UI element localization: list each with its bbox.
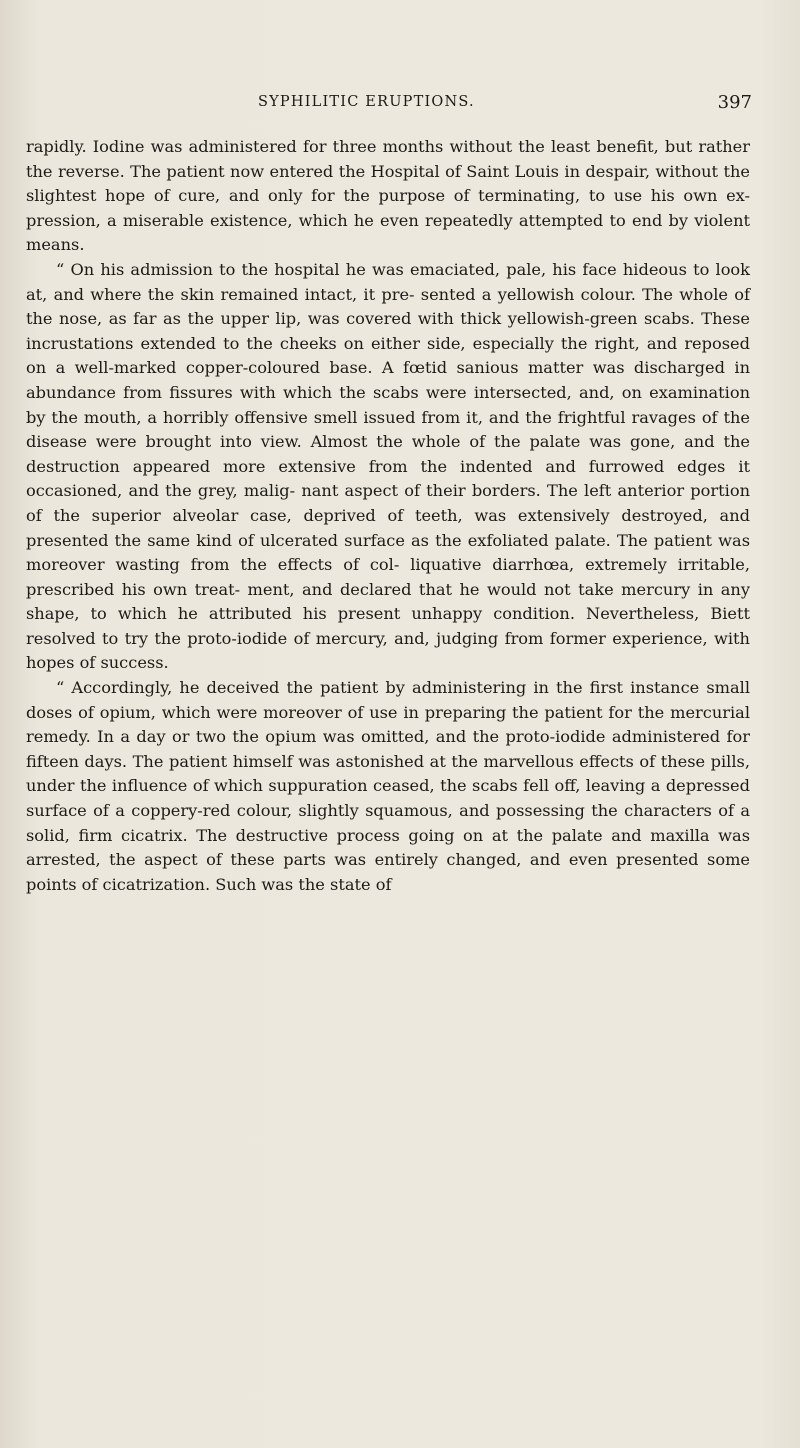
body-text bbox=[26, 135, 750, 897]
paragraph-2: “ On his admission to the hospital he was emaciated, pale, his face hideous to look at, and where the skin remained intact, it pre- sented a yellowish colour. The whole of the nose, as far as the upper lip, was covered with thick yellowish-green scabs. These incrustations extended to the cheeks on either side, especially the right, and reposed on a well-marked copper-coloured base. A fœtid sanious matter was discharged in abundance from fissures with which the scabs were intersected, and, on examination by the mouth, a horribly offensive smell issued from it, and the frightful ravages of the disease were brought into view. Almost the whole of the palate was gone, and the destruction appeared more extensive from the indented and furrowed edges it occasioned, and the grey, malig- nant aspect of their borders. The left anterior portion of the superior alveolar case, deprived of teeth, was extensively destroyed, and presented the same kind of ulcerated surface as the exfoliated palate. The patient was moreover wasting from the effects of col- liquative diarrhœa, extremely irritable, prescribed his own treat- ment, and declared that he would not take mercury in any shape, to which he attributed his present unhappy condition. Nevertheless, Biett resolved to try the proto-iodide of mercury, and, judging from former experience, with hopes of success. bbox=[26, 259, 750, 673]
running-head-title: SYPHILITIC ERUPTIONS. bbox=[258, 94, 475, 110]
running-head bbox=[0, 92, 800, 122]
paragraph-3: “ Accordingly, he deceived the patient by administering in the first instance small doses of opium, which were moreover of use in preparing the patient for the mercurial remedy. In a day or two the opium was omitted, and the proto-iodide administered for fifteen days. The patient himself was astonished at the marvellous effects of these pills, under the influence of which suppuration ceased, the scabs fell off, leaving a depressed surface of a coppery-red colour, slightly squamous, and possessing the characters of a solid, firm cicatrix. The destructive process going on at the palate and maxilla was arrested, the aspect of these parts was entirely changed, and even presented some points of cicatrization. Such was the state of bbox=[26, 678, 750, 894]
paragraph-1: rapidly. Iodine was administered for three months without the least benefit, but rather the reverse. The patient now entered the Hospital of Saint Louis in despair, without the slightest hope of cure, and only for the purpose of terminating, to use his own ex- pression, a miserable existence, which he even repeatedly attempted to end by violent means. bbox=[26, 137, 750, 255]
page-number: 397 bbox=[717, 92, 752, 113]
